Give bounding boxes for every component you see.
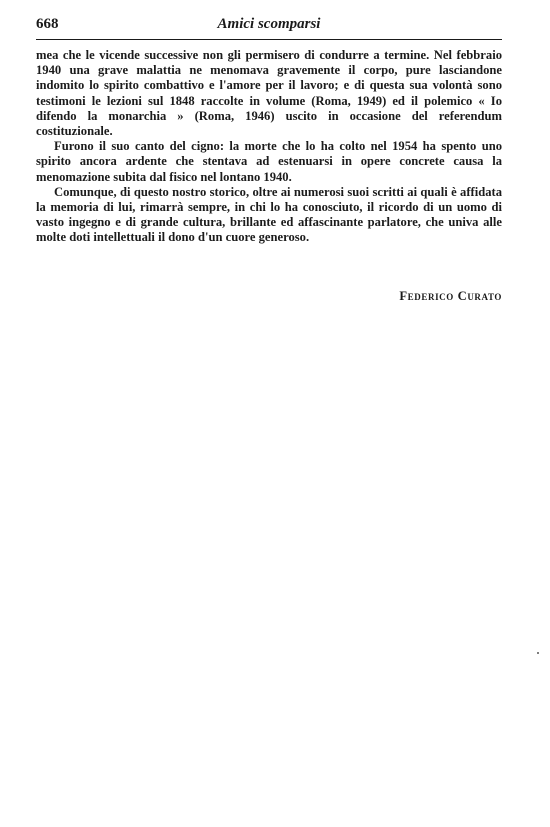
scan-speck (537, 652, 539, 654)
page-header (36, 14, 502, 38)
page (36, 14, 502, 303)
header-rule (36, 39, 502, 40)
article-body (36, 48, 502, 246)
running-title: Amici scomparsi (217, 16, 321, 32)
paragraph: Furono il suo canto del cigno: la morte che lo ha colto nel 1954 ha spento uno spirito ancora ardente che stentava ad estenuarsi in opere concrete causa la menomazione subita dal fisico nel lontano 1940. (36, 139, 502, 184)
page-number: 668 (36, 16, 59, 32)
paragraph-continued: mea che le vicende successive non gli permisero di condurre a termine. Nel febbraio 1940 una grave malattia ne menomava gravemente il corpo, pure lasciandone indomito lo spirito combattivo e l'amore per il lavoro; e di questa sua volontà sono testimoni le lezioni sul 1848 raccolte in volume (Roma, 1949) ed il polemico « Io difendo la monarchia » (Roma, 1946) uscito in occasione del referendum costituzionale. (36, 48, 502, 139)
paragraph: Comunque, di questo nostro storico, oltre ai numerosi suoi scritti ai quali è affidata la memoria di lui, rimarrà sempre, in chi lo ha conosciuto, il ricordo di un uomo di vasto ingegno e di grande cultura, brillante ed affascinante parlatore, che univa alle molte doti intellettuali il dono d'un cuore generoso. (36, 184, 502, 245)
author-signature: Federico Curato (399, 289, 502, 303)
